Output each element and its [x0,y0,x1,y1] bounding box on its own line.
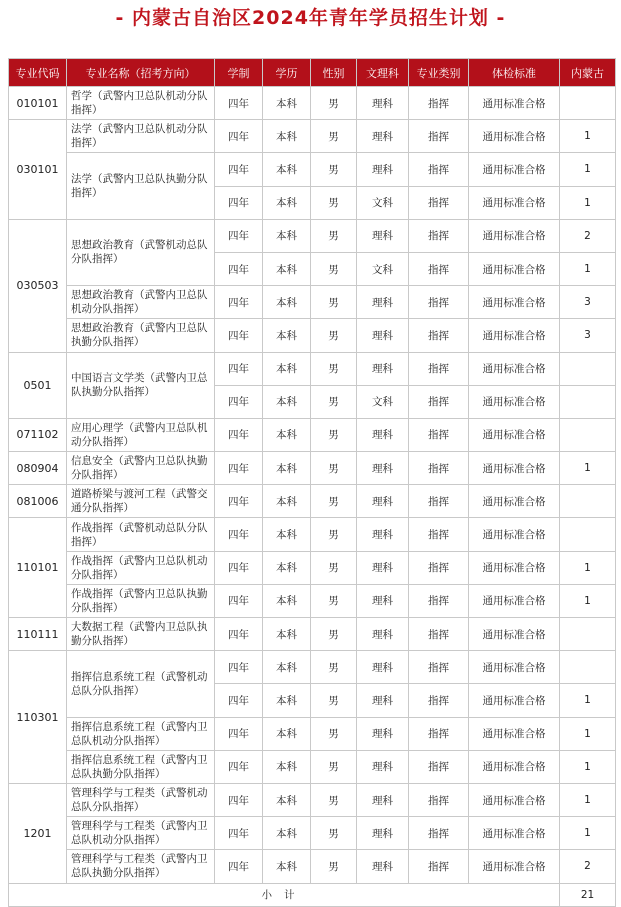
major-name: 管理科学与工程类（武警内卫总队机动分队指挥） [67,817,215,850]
category: 指挥 [409,120,469,153]
total-value: 21 [560,883,616,906]
medical: 通用标准合格 [469,87,560,120]
gender: 男 [311,385,357,418]
duration: 四年 [215,219,263,252]
table-row [9,717,616,750]
quota [560,418,616,451]
subject: 理科 [357,684,409,717]
medical: 通用标准合格 [469,618,560,651]
quota: 1 [560,750,616,783]
subject: 理科 [357,418,409,451]
category: 指挥 [409,518,469,551]
major-name: 中国语言文学类（武警内卫总队执勤分队指挥） [67,352,215,418]
gender: 男 [311,153,357,186]
degree: 本科 [263,651,311,684]
table-row [9,153,616,186]
major-name: 哲学（武警内卫总队机动分队指挥） [67,87,215,120]
major-name: 管理科学与工程类（武警内卫总队执勤分队指挥） [67,850,215,883]
gender: 男 [311,684,357,717]
duration: 四年 [215,618,263,651]
table-row [9,219,616,252]
gender: 男 [311,485,357,518]
duration: 四年 [215,485,263,518]
category: 指挥 [409,551,469,584]
degree: 本科 [263,219,311,252]
medical: 通用标准合格 [469,717,560,750]
table-row [9,352,616,385]
category: 指挥 [409,319,469,352]
gender: 男 [311,87,357,120]
major-name: 大数据工程（武警内卫总队执勤分队指挥） [67,618,215,651]
medical: 通用标准合格 [469,750,560,783]
gender: 男 [311,618,357,651]
medical: 通用标准合格 [469,783,560,816]
gender: 男 [311,518,357,551]
degree: 本科 [263,252,311,285]
header-medical: 体检标准 [469,59,560,87]
gender: 男 [311,120,357,153]
category: 指挥 [409,651,469,684]
category: 指挥 [409,286,469,319]
quota [560,651,616,684]
major-code: 030503 [9,219,67,352]
table-row [9,817,616,850]
category: 指挥 [409,153,469,186]
duration: 四年 [215,352,263,385]
major-code: 030101 [9,120,67,220]
category: 指挥 [409,750,469,783]
medical: 通用标准合格 [469,319,560,352]
major-name: 作战指挥（武警内卫总队机动分队指挥） [67,551,215,584]
medical: 通用标准合格 [469,651,560,684]
duration: 四年 [215,551,263,584]
major-name: 思想政治教育（武警内卫总队执勤分队指挥） [67,319,215,352]
degree: 本科 [263,684,311,717]
duration: 四年 [215,684,263,717]
table-row [9,485,616,518]
gender: 男 [311,850,357,883]
duration: 四年 [215,750,263,783]
subject: 理科 [357,817,409,850]
degree: 本科 [263,319,311,352]
table-row [9,850,616,883]
major-name: 作战指挥（武警内卫总队执勤分队指挥） [67,584,215,617]
category: 指挥 [409,618,469,651]
degree: 本科 [263,352,311,385]
degree: 本科 [263,717,311,750]
degree: 本科 [263,153,311,186]
duration: 四年 [215,120,263,153]
subject: 理科 [357,153,409,186]
degree: 本科 [263,618,311,651]
total-label: 小计 [9,883,560,906]
gender: 男 [311,750,357,783]
major-name: 法学（武警内卫总队执勤分队指挥） [67,153,215,219]
medical: 通用标准合格 [469,485,560,518]
major-name: 管理科学与工程类（武警机动总队分队指挥） [67,783,215,816]
subject: 理科 [357,485,409,518]
table-row [9,418,616,451]
table-row [9,120,616,153]
subject: 理科 [357,518,409,551]
degree: 本科 [263,87,311,120]
major-code: 0501 [9,352,67,418]
header-category: 专业类别 [409,59,469,87]
degree: 本科 [263,850,311,883]
quota: 1 [560,452,616,485]
duration: 四年 [215,518,263,551]
medical: 通用标准合格 [469,186,560,219]
quota [560,352,616,385]
major-code: 110301 [9,651,67,784]
major-code: 110101 [9,518,67,618]
subject: 理科 [357,219,409,252]
major-name: 信息安全（武警内卫总队执勤分队指挥） [67,452,215,485]
table-row [9,319,616,352]
duration: 四年 [215,817,263,850]
table-row [9,584,616,617]
major-name: 指挥信息系统工程（武警机动总队分队指挥） [67,651,215,717]
quota: 1 [560,551,616,584]
header-duration: 学制 [215,59,263,87]
major-name: 法学（武警内卫总队机动分队指挥） [67,120,215,153]
category: 指挥 [409,87,469,120]
subject: 文科 [357,385,409,418]
gender: 男 [311,817,357,850]
quota: 2 [560,219,616,252]
degree: 本科 [263,817,311,850]
category: 指挥 [409,817,469,850]
quota: 1 [560,783,616,816]
degree: 本科 [263,584,311,617]
duration: 四年 [215,850,263,883]
header-degree: 学历 [263,59,311,87]
header-gender: 性别 [311,59,357,87]
medical: 通用标准合格 [469,817,560,850]
category: 指挥 [409,485,469,518]
header-quota: 内蒙古 [560,59,616,87]
medical: 通用标准合格 [469,219,560,252]
gender: 男 [311,584,357,617]
major-code: 1201 [9,783,67,883]
medical: 通用标准合格 [469,352,560,385]
category: 指挥 [409,219,469,252]
category: 指挥 [409,783,469,816]
quota: 2 [560,850,616,883]
subject: 文科 [357,186,409,219]
total-row [9,883,616,906]
major-name: 作战指挥（武警机动总队分队指挥） [67,518,215,551]
gender: 男 [311,219,357,252]
medical: 通用标准合格 [469,584,560,617]
quota: 3 [560,286,616,319]
category: 指挥 [409,684,469,717]
gender: 男 [311,352,357,385]
duration: 四年 [215,452,263,485]
duration: 四年 [215,418,263,451]
duration: 四年 [215,286,263,319]
subject: 理科 [357,319,409,352]
major-name: 指挥信息系统工程（武警内卫总队机动分队指挥） [67,717,215,750]
subject: 理科 [357,352,409,385]
quota: 3 [560,319,616,352]
major-name: 应用心理学（武警内卫总队机动分队指挥） [67,418,215,451]
gender: 男 [311,252,357,285]
subject: 理科 [357,87,409,120]
category: 指挥 [409,717,469,750]
table-row [9,783,616,816]
category: 指挥 [409,584,469,617]
header-major: 专业名称（招考方向） [67,59,215,87]
gender: 男 [311,717,357,750]
degree: 本科 [263,120,311,153]
category: 指挥 [409,352,469,385]
header-code: 专业代码 [9,59,67,87]
category: 指挥 [409,850,469,883]
subject: 理科 [357,120,409,153]
category: 指挥 [409,385,469,418]
table-row [9,618,616,651]
subject: 理科 [357,850,409,883]
gender: 男 [311,286,357,319]
degree: 本科 [263,518,311,551]
category: 指挥 [409,452,469,485]
degree: 本科 [263,551,311,584]
degree: 本科 [263,485,311,518]
major-code: 080904 [9,452,67,485]
gender: 男 [311,551,357,584]
quota: 1 [560,717,616,750]
medical: 通用标准合格 [469,684,560,717]
medical: 通用标准合格 [469,518,560,551]
gender: 男 [311,783,357,816]
medical: 通用标准合格 [469,850,560,883]
quota: 1 [560,186,616,219]
duration: 四年 [215,186,263,219]
table-row [9,286,616,319]
medical: 通用标准合格 [469,551,560,584]
gender: 男 [311,418,357,451]
medical: 通用标准合格 [469,153,560,186]
degree: 本科 [263,286,311,319]
medical: 通用标准合格 [469,120,560,153]
gender: 男 [311,319,357,352]
table-row [9,87,616,120]
subject: 理科 [357,717,409,750]
degree: 本科 [263,750,311,783]
table-row [9,452,616,485]
quota [560,385,616,418]
major-name: 道路桥梁与渡河工程（武警交通分队指挥） [67,485,215,518]
subject: 理科 [357,452,409,485]
medical: 通用标准合格 [469,418,560,451]
degree: 本科 [263,385,311,418]
medical: 通用标准合格 [469,385,560,418]
duration: 四年 [215,319,263,352]
major-code: 071102 [9,418,67,451]
degree: 本科 [263,418,311,451]
duration: 四年 [215,651,263,684]
medical: 通用标准合格 [469,452,560,485]
medical: 通用标准合格 [469,252,560,285]
table-header [9,59,616,87]
category: 指挥 [409,186,469,219]
subject: 理科 [357,286,409,319]
quota: 1 [560,153,616,186]
duration: 四年 [215,153,263,186]
duration: 四年 [215,783,263,816]
gender: 男 [311,186,357,219]
quota [560,485,616,518]
duration: 四年 [215,87,263,120]
medical: 通用标准合格 [469,286,560,319]
quota [560,618,616,651]
table-row [9,750,616,783]
subject: 文科 [357,252,409,285]
major-code: 010101 [9,87,67,120]
quota: 1 [560,584,616,617]
quota: 1 [560,684,616,717]
subject: 理科 [357,618,409,651]
duration: 四年 [215,252,263,285]
subject: 理科 [357,584,409,617]
admissions-plan-table [8,58,616,907]
duration: 四年 [215,584,263,617]
table-row [9,518,616,551]
degree: 本科 [263,186,311,219]
quota: 1 [560,817,616,850]
gender: 男 [311,651,357,684]
subject: 理科 [357,551,409,584]
subject: 理科 [357,651,409,684]
quota [560,87,616,120]
major-name: 思想政治教育（武警机动总队分队指挥） [67,219,215,285]
duration: 四年 [215,717,263,750]
header-subject: 文理科 [357,59,409,87]
major-name: 思想政治教育（武警内卫总队机动分队指挥） [67,286,215,319]
subject: 理科 [357,783,409,816]
major-code: 110111 [9,618,67,651]
category: 指挥 [409,418,469,451]
category: 指挥 [409,252,469,285]
degree: 本科 [263,783,311,816]
subject: 理科 [357,750,409,783]
table-row [9,651,616,684]
major-name: 指挥信息系统工程（武警内卫总队执勤分队指挥） [67,750,215,783]
table-row [9,551,616,584]
degree: 本科 [263,452,311,485]
quota: 1 [560,252,616,285]
page-title: - 内蒙古自治区2024年青年学员招生计划 - [115,7,506,29]
quota: 1 [560,120,616,153]
quota [560,518,616,551]
duration: 四年 [215,385,263,418]
gender: 男 [311,452,357,485]
major-code: 081006 [9,485,67,518]
